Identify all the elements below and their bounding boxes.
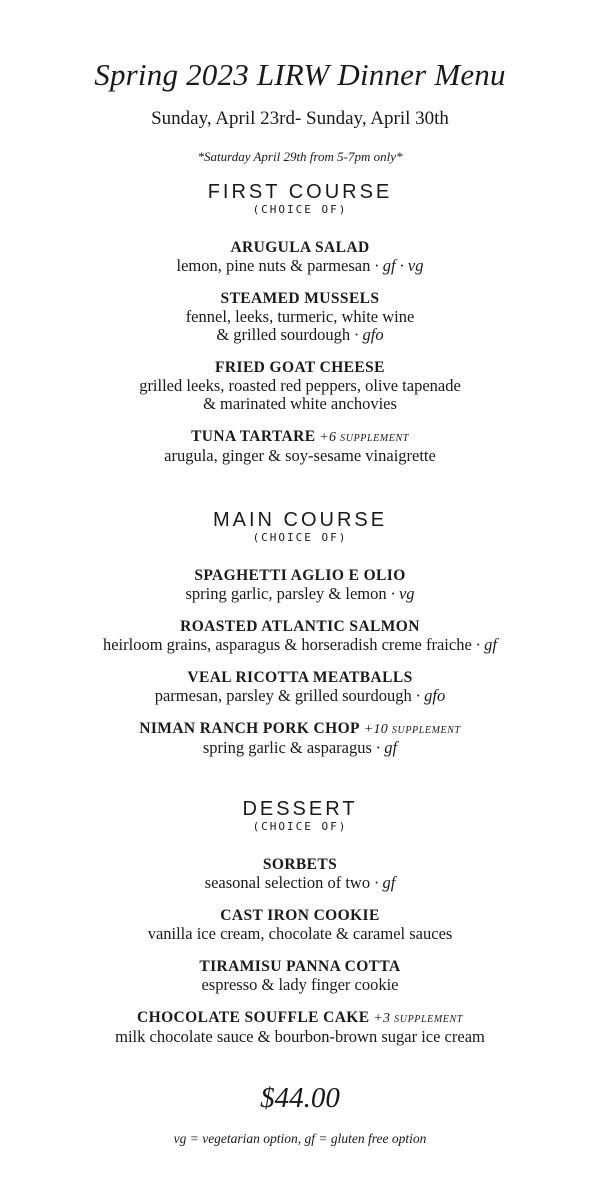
item-name-text: ROASTED ATLANTIC SALMON [180, 618, 420, 635]
item-description-text: spring garlic & asparagus [202, 738, 372, 757]
item-description-text: parmesan, parsley & grilled sourdough [154, 686, 412, 705]
item-name [0, 669, 600, 687]
dietary-tags: · gf · vg [374, 256, 424, 275]
item-name-text: NIMAN RANCH PORK CHOP [139, 720, 360, 737]
item-name-text: SORBETS [262, 856, 338, 873]
supplement-note [369, 1011, 462, 1026]
section-main-course [0, 509, 600, 772]
dietary-tags: · gfo [415, 686, 446, 705]
section-subtitle: (CHOICE OF) [252, 203, 348, 216]
supplement-label: supplement [391, 722, 461, 737]
menu-price: $44.00 [260, 1082, 340, 1114]
item-name-text: TUNA TARTARE [191, 428, 316, 445]
section-subtitle: (CHOICE OF) [252, 820, 348, 833]
menu-item [0, 1009, 600, 1046]
dietary-legend: vg = vegetarian option, gf = gluten free option [173, 1131, 427, 1146]
item-name-text: VEAL RICOTTA MEATBALLS [187, 669, 413, 686]
menu-item [0, 618, 600, 654]
dietary-tags: · gfo [354, 325, 384, 344]
section-title: MAIN COURSE [212, 509, 388, 531]
item-name [0, 428, 600, 447]
item-name [0, 567, 600, 585]
item-description-line [0, 874, 600, 892]
dietary-tags: · gf [374, 873, 396, 892]
item-description-line [0, 687, 600, 705]
menu-item [0, 907, 600, 943]
section-subtitle: (CHOICE OF) [252, 531, 348, 544]
section-items [0, 567, 600, 757]
menu-item [0, 720, 600, 757]
item-description-line [0, 585, 600, 603]
item-description-line [0, 308, 600, 326]
item-name-text: SPAGHETTI AGLIO E OLIO [194, 567, 406, 584]
item-description-line [0, 1028, 600, 1046]
supplement-price: +10 [363, 722, 389, 737]
item-description-line [0, 377, 600, 395]
item-name [0, 1009, 600, 1028]
item-description-text: milk chocolate sauce & bourbon-brown sugar ice cream [115, 1027, 485, 1046]
item-description-text: lemon, pine nuts & parmesan [176, 256, 371, 275]
menu-item [0, 567, 600, 603]
item-name-text: CHOCOLATE SOUFFLE CAKE [137, 1009, 370, 1026]
dietary-tags: · gf [376, 738, 398, 757]
section-title: FIRST COURSE [207, 181, 393, 203]
item-description-text: fennel, leeks, turmeric, white wine [185, 307, 415, 326]
item-description-text: & marinated white anchovies [203, 394, 397, 413]
menu-item [0, 856, 600, 892]
menu-note: *Saturday April 29th from 5-7pm only* [197, 149, 403, 164]
supplement-note [315, 430, 408, 445]
item-name [0, 720, 600, 739]
section-first-course [0, 181, 600, 480]
section-items [0, 239, 600, 465]
menu-item [0, 239, 600, 275]
supplement-label: supplement [394, 1011, 463, 1026]
item-description-text: grilled leeks, roasted red peppers, olive tapenade [139, 376, 461, 395]
item-description-text: spring garlic, parsley & lemon [185, 584, 387, 603]
item-description-text: seasonal selection of two [204, 873, 371, 892]
item-description-line [0, 447, 600, 465]
item-description-text: & grilled sourdough [216, 325, 351, 344]
item-name [0, 958, 600, 976]
item-description-line [0, 925, 600, 943]
menu-item [0, 290, 600, 344]
item-description-line [0, 636, 600, 654]
menu-item [0, 359, 600, 413]
item-name [0, 290, 600, 308]
item-description-text: arugula, ginger & soy-sesame vinaigrette [164, 446, 436, 465]
supplement-price: +6 [319, 430, 337, 445]
item-name-text: STEAMED MUSSELS [220, 290, 380, 307]
menu-dates: Sunday, April 23rd- Sunday, April 30th [151, 108, 449, 129]
item-name [0, 359, 600, 377]
item-name-text: FRIED GOAT CHEESE [215, 359, 385, 376]
section-items [0, 856, 600, 1046]
item-description-text: heirloom grains, asparagus & horseradish creme fraiche [102, 635, 472, 654]
item-description-line [0, 976, 600, 994]
supplement-price: +3 [373, 1011, 391, 1026]
item-name [0, 907, 600, 925]
menu-item [0, 669, 600, 705]
item-description-line [0, 395, 600, 413]
item-description-line [0, 326, 600, 344]
item-name [0, 856, 600, 874]
item-name-text: TIRAMISU PANNA COTTA [199, 958, 401, 975]
item-name-text: CAST IRON COOKIE [220, 907, 380, 924]
supplement-note [360, 722, 461, 737]
section-dessert [0, 798, 600, 1061]
item-name [0, 239, 600, 257]
section-title: DESSERT [242, 798, 358, 820]
menu-item [0, 428, 600, 465]
item-description-text: espresso & lady finger cookie [201, 975, 399, 994]
dietary-tags: · vg [390, 584, 415, 603]
item-name-text: ARUGULA SALAD [230, 239, 370, 256]
item-description-text: vanilla ice cream, chocolate & caramel sauces [147, 924, 453, 943]
menu-title: Spring 2023 LIRW Dinner Menu [94, 57, 506, 92]
menu-item [0, 958, 600, 994]
item-description-line [0, 739, 600, 757]
dietary-tags: · gf [475, 635, 498, 654]
supplement-label: supplement [340, 430, 409, 445]
item-description-line [0, 257, 600, 275]
item-name [0, 618, 600, 636]
